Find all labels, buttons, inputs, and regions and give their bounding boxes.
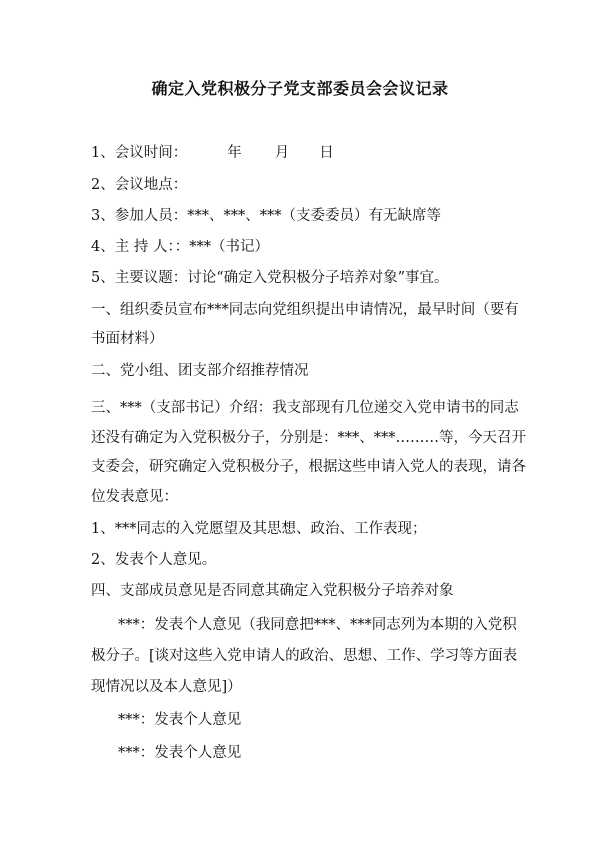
- paragraph-line: 书面材料）: [91, 331, 164, 347]
- paragraph-line: ***：发表个人意见（我同意把***、***同志列为本期的入党积: [118, 617, 517, 633]
- paragraph-line: 四、支部成员意见是否同意其确定入党积极分子培养对象: [91, 583, 454, 599]
- paragraph-line: ***：发表个人意见: [118, 712, 242, 728]
- meeting-time-month: 月: [274, 145, 290, 161]
- meeting-time-line: [91, 143, 334, 163]
- paragraph-line: 现情况以及本人意见]）: [91, 679, 242, 695]
- paragraph-line: 极分子。[谈对这些入党申请人的政治、思想、工作、学习等方面表: [91, 648, 518, 664]
- attendees-line: 3、参加人员：***、***、***（支委委员）有无缺席等: [91, 208, 441, 224]
- paragraph-line: ***：发表个人意见: [118, 745, 242, 761]
- paragraph-line: 还没有确定为入党积极分子，分别是：***、***………等，今天召开: [91, 430, 526, 446]
- meeting-time-label: 1、会议时间：: [91, 145, 188, 161]
- paragraph-line: 位发表意见：: [91, 489, 178, 505]
- meeting-location-line: 2、会议地点：: [91, 177, 188, 193]
- document-title: 确定入党积极分子党支部委员会会议记录: [151, 79, 449, 98]
- paragraph-line: 支委会，研究确定入党积极分子，根据这些申请入党人的表现，请各: [91, 459, 526, 475]
- main-topic-line: 5、主要议题：讨论“确定入党积极分子培养对象”事宜。: [91, 270, 449, 286]
- paragraph-line: 二、党小组、团支部介绍推荐情况: [91, 363, 309, 379]
- paragraph-line: 2、发表个人意见。: [91, 552, 217, 568]
- meeting-time-year: 年: [227, 145, 242, 161]
- paragraph-line: 三、***（支部书记）介绍：我支部现有几位递交入党申请书的同志: [91, 400, 519, 416]
- meeting-time-day: 日: [319, 145, 334, 161]
- paragraph-line: 一、组织委员宣布***同志向党组织提出申请情况，最早时间（要有: [91, 302, 519, 318]
- host-line: 4、主 持 人：：***（书记）: [91, 239, 269, 255]
- paragraph-line: 1、***同志的入党愿望及其思想、政治、工作表现；: [91, 521, 427, 537]
